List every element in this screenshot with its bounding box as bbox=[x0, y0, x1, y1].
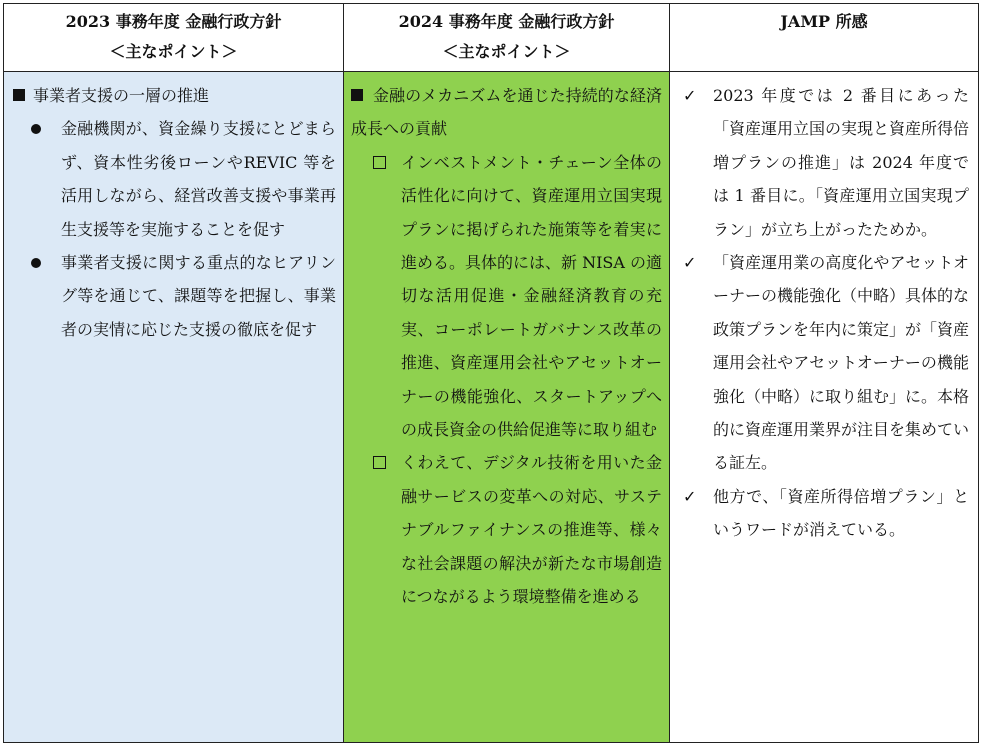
section-heading-text: 金融のメカニズムを通じた持続的な経済成長への貢献 bbox=[351, 86, 662, 139]
list-item-text: インベストメント・チェーン全体の活性化に向けて、資産運用立国実現プランに掲げられた施策等を着実に進める。具体的には、新 NISA の適切な活用促進・金融経済教育の充実、コーポレートガバナンス改革の推進、資産運用会社やアセットオーナーの機能強化、スタートアップへの成長資金の供給促進等に取り組む bbox=[401, 152, 663, 440]
header-2024-title: 2024 事務年度 金融行政方針 bbox=[398, 12, 615, 31]
header-2023 bbox=[4, 4, 344, 72]
header-2024 bbox=[344, 4, 670, 72]
comparison-table bbox=[3, 3, 979, 743]
list-item-text: 「資産運用業の高度化やアセットオーナーの機能強化（中略）具体的な政策プランを年内に策定」が「資産運用会社やアセットオーナーの機能強化（中略）に取り組む」に。本格的に資産運用業界が注目を集めている証左。 bbox=[713, 253, 970, 473]
header-2023-subtitle: ＜主なポイント＞ bbox=[109, 42, 238, 61]
list-item-text: 2023 年度では 2 番目にあった「資産運用立国の実現と資産所得倍増プランの推進」は 2024 年度では 1 番目に。「資産運用立国実現プラン」が立ち上がったためか。 bbox=[713, 86, 970, 239]
cell-2024 bbox=[344, 72, 670, 743]
list-item bbox=[679, 79, 969, 246]
check-icon: ✓ bbox=[683, 253, 697, 273]
round-bullet-icon bbox=[31, 258, 41, 268]
section-heading-2024 bbox=[351, 79, 662, 146]
list-item-text: くわえて、デジタル技術を用いた金融サービスの変革への対応、サステナブルファイナンスの推進等、様々な社会課題の解決が新たな市場創造につながるよう環境整備を進める bbox=[401, 453, 662, 607]
check-icon: ✓ bbox=[683, 486, 697, 506]
section-heading-text: 事業者支援の一層の推進 bbox=[33, 86, 210, 105]
list-item bbox=[13, 112, 336, 246]
open-square-bullet-icon bbox=[373, 456, 386, 469]
section-heading-2023 bbox=[13, 79, 336, 112]
round-bullet-icon bbox=[31, 124, 41, 134]
header-2023-title: 2023 事務年度 金融行政方針 bbox=[65, 12, 282, 31]
list-item-text: 事業者支援に関する重点的なヒアリング等を通じて、課題等を把握し、事業者の実情に応じた支援の徹底を促す bbox=[61, 253, 336, 339]
cell-jamp bbox=[670, 72, 979, 743]
header-jamp bbox=[670, 4, 979, 72]
cell-2023 bbox=[4, 72, 344, 743]
list-item bbox=[351, 146, 662, 447]
list-item bbox=[351, 446, 662, 613]
content-row bbox=[4, 72, 979, 743]
list-item bbox=[679, 246, 969, 480]
list-item bbox=[679, 480, 969, 547]
check-icon: ✓ bbox=[683, 86, 697, 105]
header-row bbox=[4, 4, 979, 72]
filled-square-bullet-icon bbox=[13, 89, 25, 101]
list-item-text: 他方で、「資産所得倍増プラン」というワードが消えている。 bbox=[713, 486, 969, 540]
list-item-text: 金融機関が、資金繰り支援にとどまらず、資本性劣後ローンやREVIC 等を活用しながら、経営改善支援や事業再生支援等を実施することを促す bbox=[61, 119, 336, 239]
header-2024-subtitle: ＜主なポイント＞ bbox=[442, 42, 571, 61]
list-item bbox=[13, 246, 336, 346]
open-square-bullet-icon bbox=[373, 156, 386, 169]
header-jamp-title: JAMP 所感 bbox=[780, 12, 868, 31]
